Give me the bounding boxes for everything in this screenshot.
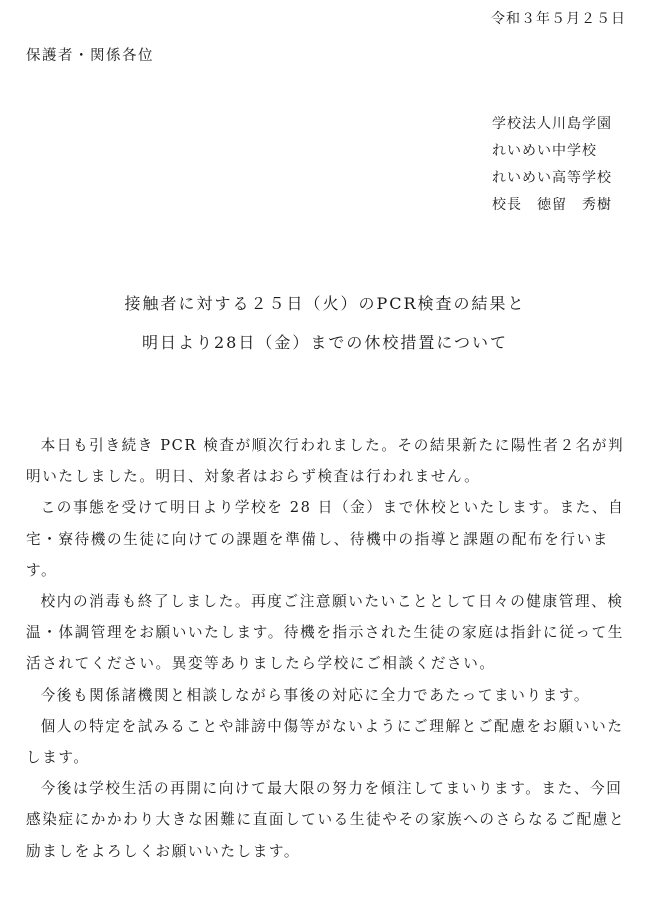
body-paragraph: 本日も引き続き PCR 検査が順次行われました。その結果新たに陽性者２名が判明いたしました。明日、対象者はおらず検査は行われません。 — [26, 437, 625, 486]
document-body — [26, 430, 630, 867]
sender-high-school: れいめい高等学校 — [492, 170, 612, 186]
recipient-line: 保護者・関係各位 — [26, 48, 154, 64]
title-line-2: 明日より28日（金）までの休校措置について — [141, 333, 509, 352]
document-title — [0, 284, 650, 362]
sender-junior-high: れいめい中学校 — [492, 143, 597, 159]
sender-principal: 校長 徳留 秀樹 — [492, 197, 612, 213]
sender-corporation: 学校法人川島学園 — [492, 116, 612, 132]
title-line-1: 接触者に対する２５日（火）のPCR検査の結果と — [124, 294, 526, 313]
issue-date: 令和３年５月２５日 — [491, 11, 626, 27]
body-paragraph: 今後は学校生活の再開に向けて最大限の努力を傾注してまいります。また、今回感染症にかかわり大きな困難に直面している生徒やその家族へのさらなるご配慮と励ましをよろしくお願いいたします。 — [26, 780, 626, 860]
body-paragraph: 校内の消毒も終了しました。再度ご注意願いたいこととして日々の健康管理、検温・体調管理をお願いいたします。待機を指示された生徒の家庭は指針に従って生活されてください。異変等ありましたら学校にご相談ください。 — [26, 593, 625, 673]
body-paragraph: 個人の特定を試みることや誹謗中傷等がないようにご理解とご配慮をお願いいたします。 — [26, 717, 624, 767]
sender-block — [492, 111, 612, 219]
body-paragraph: この事態を受けて明日より学校を 28 日（金）まで休校といたします。また、自宅・寮待機の生徒に向けての課題を準備し、待機中の指導と課題の配布を行います。 — [26, 499, 625, 579]
body-paragraph: 今後も関係諸機関と相談しながら事後の対応に全力であたってまいります。 — [40, 686, 591, 704]
